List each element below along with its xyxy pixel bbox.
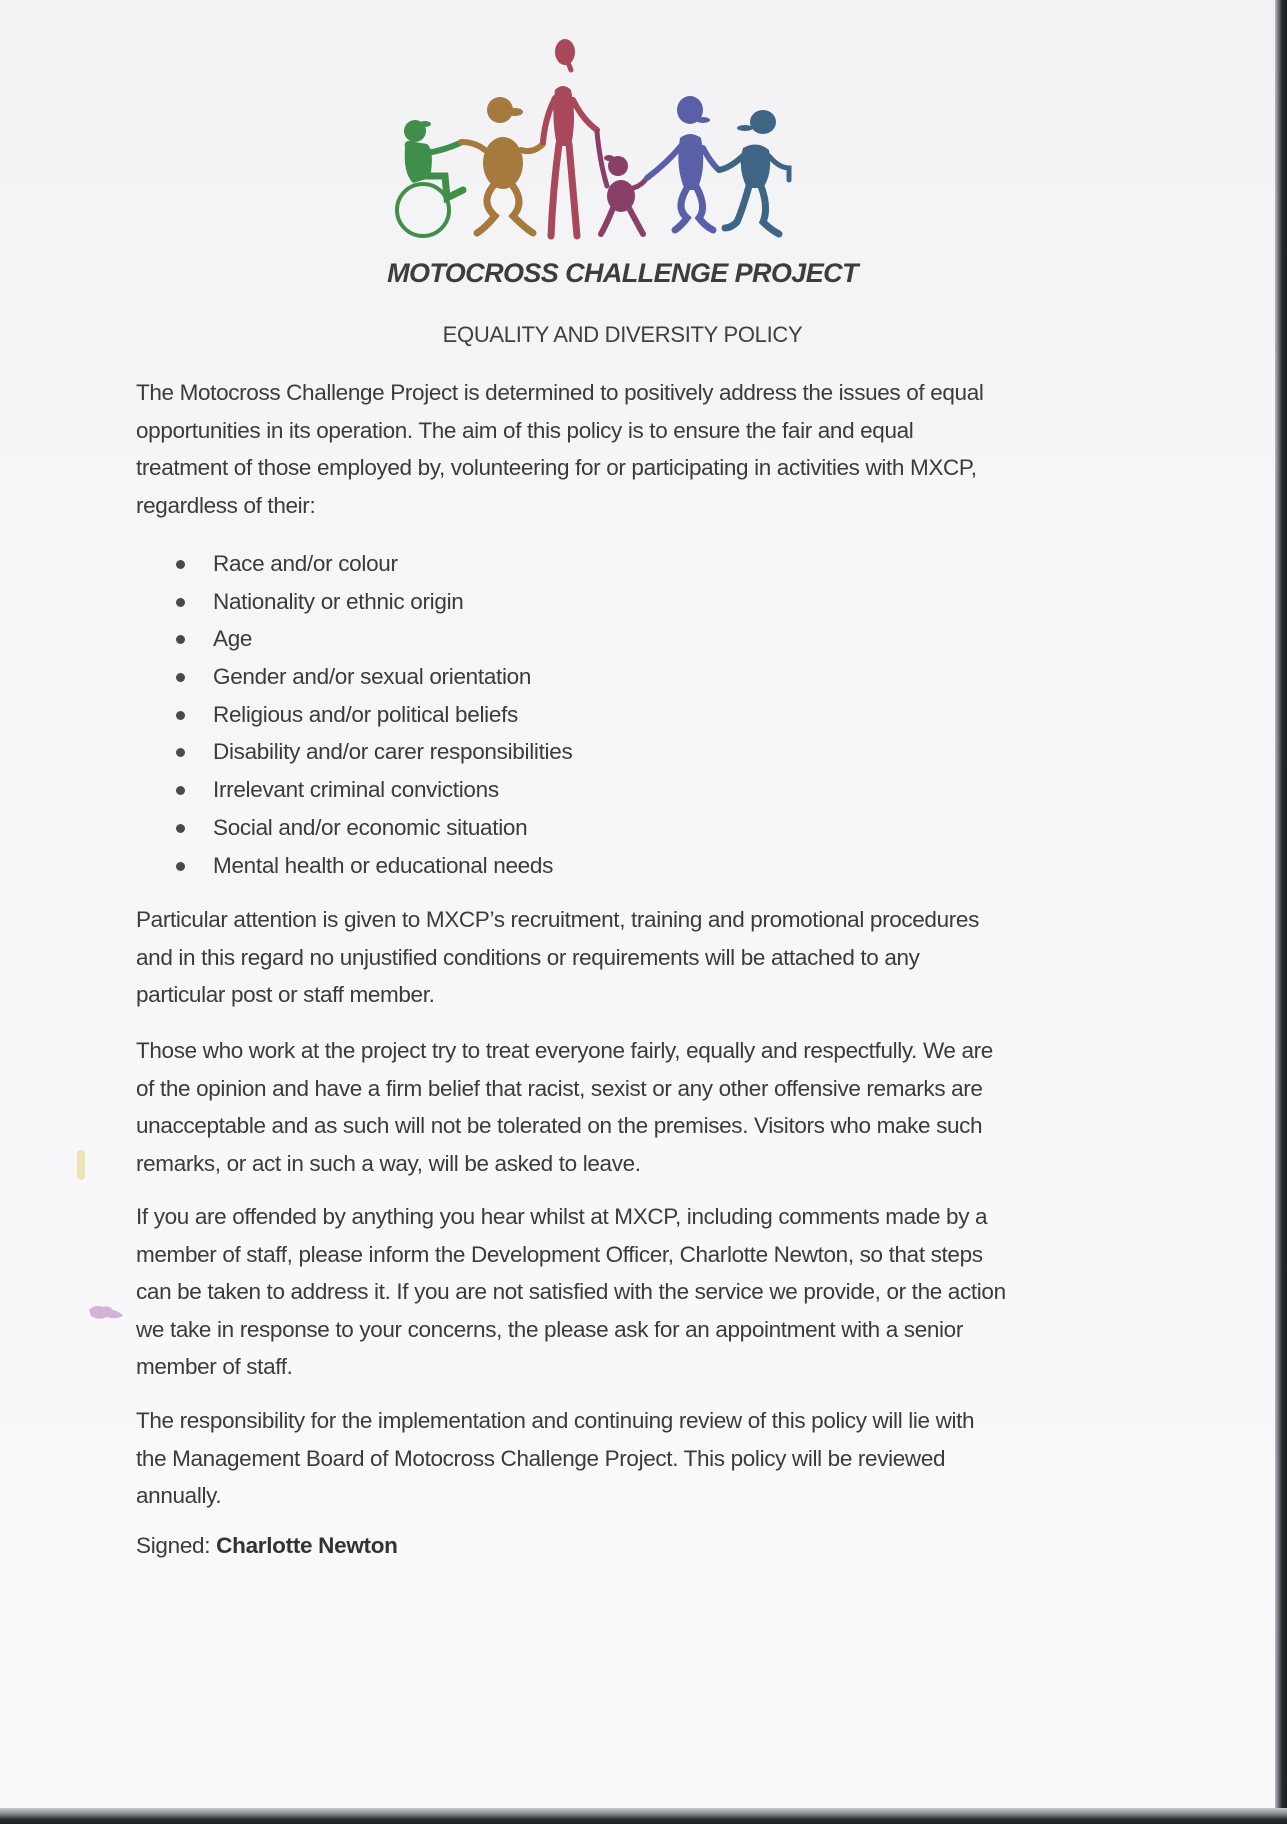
paragraph-line: can be taken to address it. If you are not satisfied with the service we provide, or the action — [136, 1279, 1006, 1304]
list-item — [136, 733, 836, 771]
organisation-title: MOTOCROSS CHALLENGE PROJECT — [387, 258, 858, 288]
paragraph-line: member of staff, please inform the Development Officer, Charlotte Newton, so that steps — [136, 1241, 983, 1267]
responsibility-paragraph — [136, 1402, 1106, 1515]
list-item-text: Age — [213, 626, 253, 652]
logo-figure-tall-adult — [543, 39, 597, 236]
complaints-paragraph — [136, 1198, 1106, 1386]
paragraph-line: If you are offended by anything you hear whilst at MXCP, including comments made by a — [136, 1204, 988, 1229]
bullet-icon — [176, 862, 185, 871]
bullet-icon — [176, 673, 185, 682]
policy-title: EQUALITY AND DIVERSITY POLICY — [442, 322, 803, 347]
signature-line — [136, 1533, 398, 1559]
intro-line: treatment of those employed by, volunteering for or participating in activities with MXCP, — [136, 455, 977, 480]
list-item — [136, 847, 836, 885]
bullet-icon — [176, 824, 185, 833]
list-item — [136, 658, 836, 696]
conduct-paragraph — [136, 1032, 1106, 1182]
paragraph-line: member of staff. — [136, 1354, 293, 1379]
list-item-text: Nationality or ethnic origin — [213, 588, 464, 614]
paragraph-line: and in this regard no unjustified conditions or requirements will be attached to any — [136, 944, 920, 970]
paragraph-line: The responsibility for the implementation and continuing review of this policy will lie with — [136, 1408, 975, 1433]
list-item-text: Religious and/or political beliefs — [213, 701, 518, 727]
bullet-icon — [176, 635, 185, 644]
list-item-text: Social and/or economic situation — [213, 814, 528, 840]
list-item — [136, 620, 836, 658]
bullet-icon — [176, 748, 185, 757]
paragraph-line: particular post or staff member. — [136, 982, 435, 1007]
bullet-icon — [176, 598, 185, 607]
paragraph-line: the Management Board of Motocross Challenge Project. This policy will be reviewed — [136, 1445, 946, 1471]
list-item-text: Race and/or colour — [213, 551, 398, 576]
signed-label: Signed: — [136, 1533, 217, 1558]
paragraph-line: unacceptable and as such will not be tolerated on the premises. Visitors who make such — [136, 1113, 983, 1138]
logo-figure-child — [647, 96, 719, 230]
intro-line: The Motocross Challenge Project is determined to positively address the issues of equal — [136, 380, 984, 405]
scanner-edge-right — [1275, 0, 1287, 1824]
people-holding-hands-logo-icon — [385, 38, 875, 250]
paragraph-line: Those who work at the project try to treat everyone fairly, equally and respectfully. We are — [136, 1038, 993, 1063]
scanner-edge-bottom — [0, 1808, 1287, 1824]
logo-figure-child-cap — [461, 97, 543, 233]
list-item — [136, 583, 836, 621]
recruitment-paragraph — [136, 901, 1106, 1014]
list-item — [136, 771, 836, 809]
scan-smudge — [77, 1150, 85, 1180]
paragraph-line: we take in response to your concerns, the please ask for an appointment with a senior — [136, 1316, 963, 1342]
intro-line: opportunities in its operation. The aim of this policy is to ensure the fair and equal — [136, 417, 914, 443]
logo-figure-wheelchair-user — [397, 120, 463, 236]
intro-line: regardless of their: — [136, 492, 316, 518]
bullet-icon — [176, 560, 185, 569]
list-item-text: Disability and/or carer responsibilities — [213, 739, 573, 765]
list-item — [136, 809, 836, 847]
list-item-text: Gender and/or sexual orientation — [213, 664, 532, 690]
bullet-icon — [176, 711, 185, 720]
paragraph-line: of the opinion and have a firm belief that racist, sexist or any other offensive remarks are — [136, 1075, 983, 1101]
logo-figure-child-cap-2 — [719, 110, 789, 234]
protected-characteristics-list — [136, 545, 836, 884]
list-item-text: Irrelevant criminal convictions — [213, 777, 499, 803]
bullet-icon — [176, 786, 185, 795]
list-item-text: Mental health or educational needs — [213, 852, 554, 878]
paragraph-line: Particular attention is given to MXCP’s recruitment, training and promotional procedures — [136, 907, 979, 932]
logo-figure-small-child — [597, 132, 647, 234]
paragraph-line: remarks, or act in such a way, will be asked to leave. — [136, 1150, 641, 1176]
signatory-name: Charlotte Newton — [216, 1533, 398, 1558]
scan-ink-mark — [87, 1302, 125, 1322]
paragraph-line: annually. — [136, 1483, 222, 1508]
intro-paragraph — [136, 374, 1106, 524]
list-item — [136, 545, 836, 583]
list-item — [136, 696, 836, 734]
